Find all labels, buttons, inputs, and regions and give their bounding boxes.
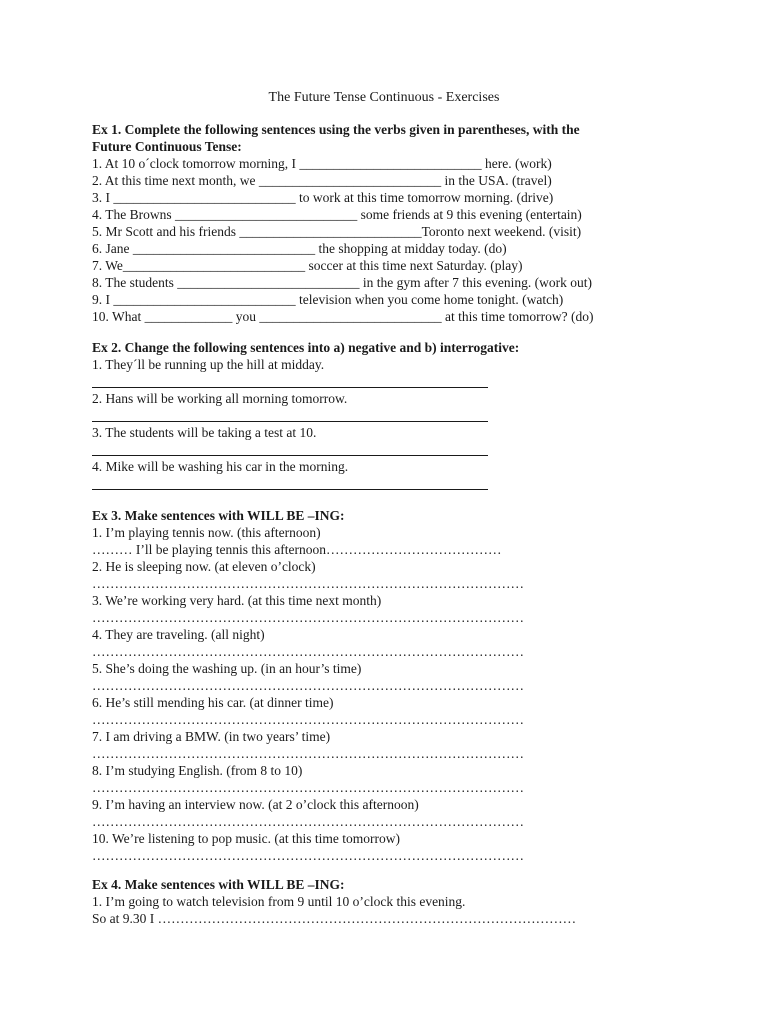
exercise-1-heading: Ex 1. Complete the following sentences using the verbs given in parentheses, with the (92, 122, 580, 137)
exercise-4-heading: Ex 4. Make sentences with WILL BE –ING: (92, 877, 345, 892)
exercise-3-prompt: 2. He is sleeping now. (at eleven o’clock) (92, 559, 316, 574)
exercise-1-item: 1. At 10 o´clock tomorrow morning, I ___________________________ here. (work) (92, 156, 552, 171)
exercise-3-prompt: 5. She’s doing the washing up. (in an hour’s time) (92, 661, 362, 676)
exercise-3-answer-line: …………………………………………………………………………………… (92, 644, 524, 659)
exercise-3-answer-line: …………………………………………………………………………………… (92, 678, 524, 693)
exercise-3-answer-line: …………………………………………………………………………………… (92, 780, 524, 795)
exercise-2-item: 4. Mike will be washing his car in the morning. (92, 459, 349, 474)
exercise-1-item: 7. We___________________________ soccer at this time next Saturday. (play) (92, 258, 523, 273)
exercise-2-item: 3. The students will be taking a test at 10. (92, 425, 317, 440)
exercise-3-prompt: 3. We’re working very hard. (at this time next month) (92, 593, 382, 608)
exercise-3-answer-line: …………………………………………………………………………………… (92, 848, 524, 863)
exercise-3-answer-line: ……… I’ll be playing tennis this afternoon………………………………… (92, 542, 502, 557)
exercise-3-prompt: 1. I’m playing tennis now. (this afternoon) (92, 525, 321, 540)
exercise-1-item: 6. Jane ___________________________ the shopping at midday today. (do) (92, 241, 507, 256)
exercise-3-prompt: 6. He’s still mending his car. (at dinner time) (92, 695, 334, 710)
exercise-4-answer-line: So at 9.30 I ………………………………………………………………………………… (92, 911, 577, 926)
exercise-2-heading: Ex 2. Change the following sentences into a) negative and b) interrogative: (92, 340, 520, 355)
exercise-1-heading-cont: Future Continuous Tense: (92, 139, 242, 154)
page-title: The Future Tense Continuous - Exercises (268, 90, 500, 105)
exercise-1-item: 3. I ___________________________ to work at this time tomorrow morning. (drive) (92, 190, 554, 205)
answer-line (92, 421, 488, 422)
exercise-3-answer-line: …………………………………………………………………………………… (92, 712, 524, 727)
exercise-4 (92, 876, 692, 927)
exercise-3-prompt: 4. They are traveling. (all night) (92, 627, 265, 642)
exercise-3-prompt: 10. We’re listening to pop music. (at this time tomorrow) (92, 831, 400, 846)
exercise-3-answer-line: …………………………………………………………………………………… (92, 576, 524, 591)
exercise-3-prompt: 8. I’m studying English. (from 8 to 10) (92, 763, 303, 778)
exercise-3-answer-line: …………………………………………………………………………………… (92, 610, 524, 625)
exercise-1-item: 8. The students ___________________________ in the gym after 7 this evening. (work out) (92, 275, 592, 290)
exercise-4-prompt: 1. I’m going to watch television from 9 until 10 o’clock this evening. (92, 894, 466, 909)
exercise-3-prompt: 9. I’m having an interview now. (at 2 o’clock this afternoon) (92, 797, 419, 812)
exercise-1-item: 2. At this time next month, we ___________________________ in the USA. (travel) (92, 173, 552, 188)
exercise-1 (92, 121, 692, 325)
exercise-2-item: 1. They´ll be running up the hill at midday. (92, 357, 325, 372)
answer-line (92, 387, 488, 388)
exercise-3-prompt: 7. I am driving a BMW. (in two years’ time) (92, 729, 331, 744)
exercise-1-item: 4. The Browns ___________________________ some friends at 9 this evening (entertain) (92, 207, 582, 222)
exercise-3-answer-line: …………………………………………………………………………………… (92, 814, 524, 829)
exercise-2-item: 2. Hans will be working all morning tomorrow. (92, 391, 348, 406)
exercise-2 (92, 339, 692, 490)
exercise-3 (92, 507, 692, 864)
exercise-1-item: 5. Mr Scott and his friends ___________________________Toronto next weekend. (visit) (92, 224, 582, 239)
exercise-3-heading: Ex 3. Make sentences with WILL BE –ING: (92, 508, 345, 523)
exercise-1-item: 9. I ___________________________ television when you come home tonight. (watch) (92, 292, 564, 307)
exercise-3-answer-line: …………………………………………………………………………………… (92, 746, 524, 761)
exercise-1-item: 10. What _____________ you ___________________________ at this time tomorrow? (do) (92, 309, 594, 324)
answer-line (92, 455, 488, 456)
answer-line (92, 489, 488, 490)
